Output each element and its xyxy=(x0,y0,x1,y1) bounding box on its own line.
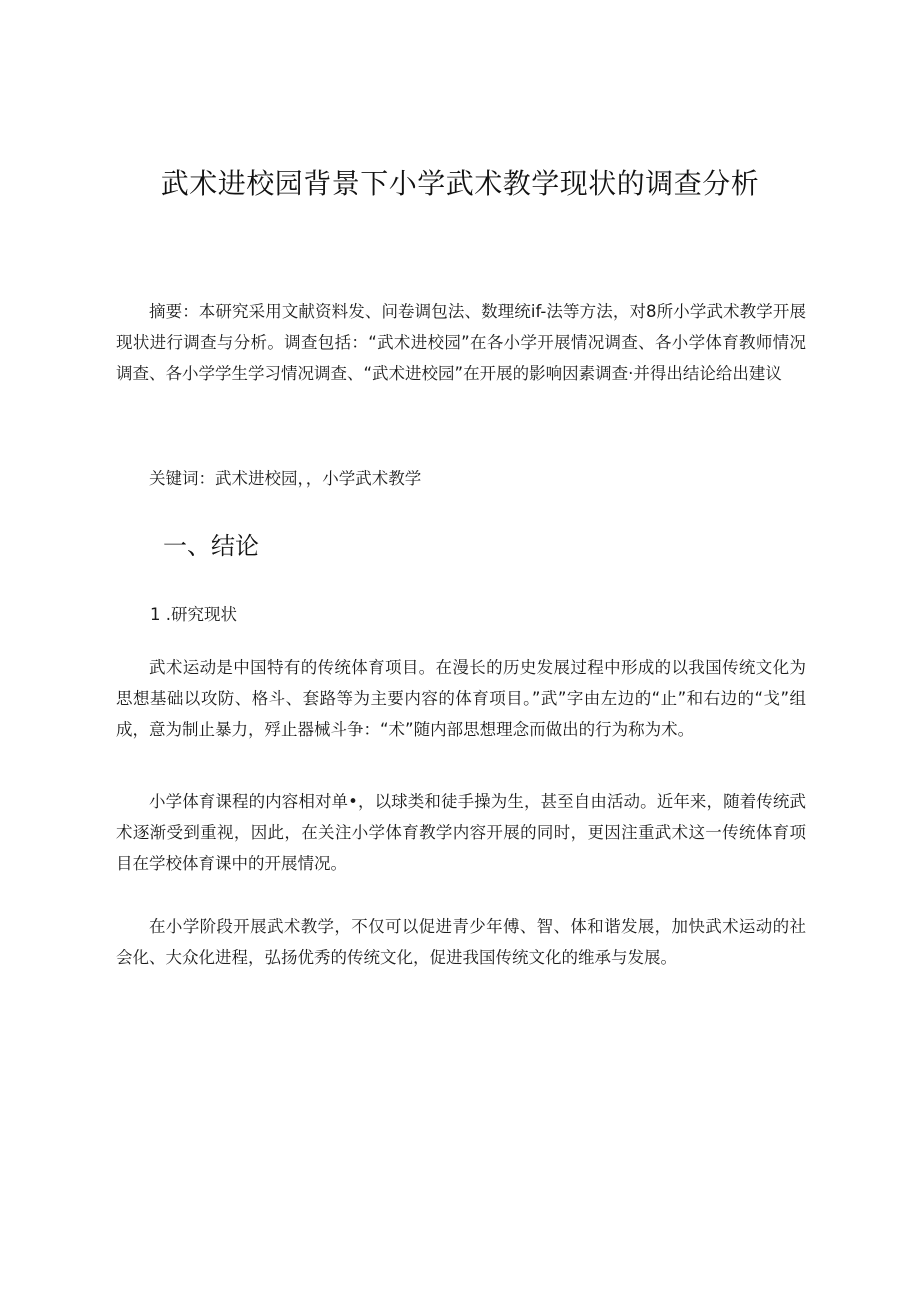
keywords-line: 关键词：武术进校园，，小学武术教学 xyxy=(149,469,422,488)
subsection-heading: 1 .研究现状 xyxy=(150,605,237,624)
document-title: 武术进校园背景下小学武术教学现状的调查分析 xyxy=(160,167,760,200)
body-paragraph: 在小学阶段开展武术教学，不仅可以促进青少年傅、智、体和谐发展，加快武术运动的社会化、大众化进程，弘扬优秀的传统文化，促进我国传统文化的维承与发展。 xyxy=(116,917,806,967)
abstract-paragraph: 摘要：本研究采用文献资料发、问卷调包法、数理统if-法等方法，对8所小学武术教学开展现状进行调查与分析。调查包括：“武术进校园”在各小学开展情况调查、各小学体育教师情况调查、各小学学生学习情况调查、“武术进校园”在开展的影响因素调查·并得出结论给出建议 xyxy=(116,302,806,383)
body-paragraph: 武术运动是中国特有的传统体育项目。在漫长的历史发展过程中形成的以我国传统文化为思想基础以攻防、格斗、套路等为主要内容的体育项目。”武”字由左边的“止”和右边的“戈”组成，意为制止暴力，殍止器械斗争：“术”随内部思想理念而做出的行为称为术。 xyxy=(116,658,806,739)
section-heading: 一、结论 xyxy=(163,532,259,560)
body-paragraph: 小学体育课程的内容相对单•，以球类和徒手操为生，甚至自由活动。近年来，随着传统武术逐渐受到重视，因此，在关注小学体育教学内容开展的同时，更因注重武术这一传统体育项目在学校体育课中的开展情况。 xyxy=(116,792,806,873)
